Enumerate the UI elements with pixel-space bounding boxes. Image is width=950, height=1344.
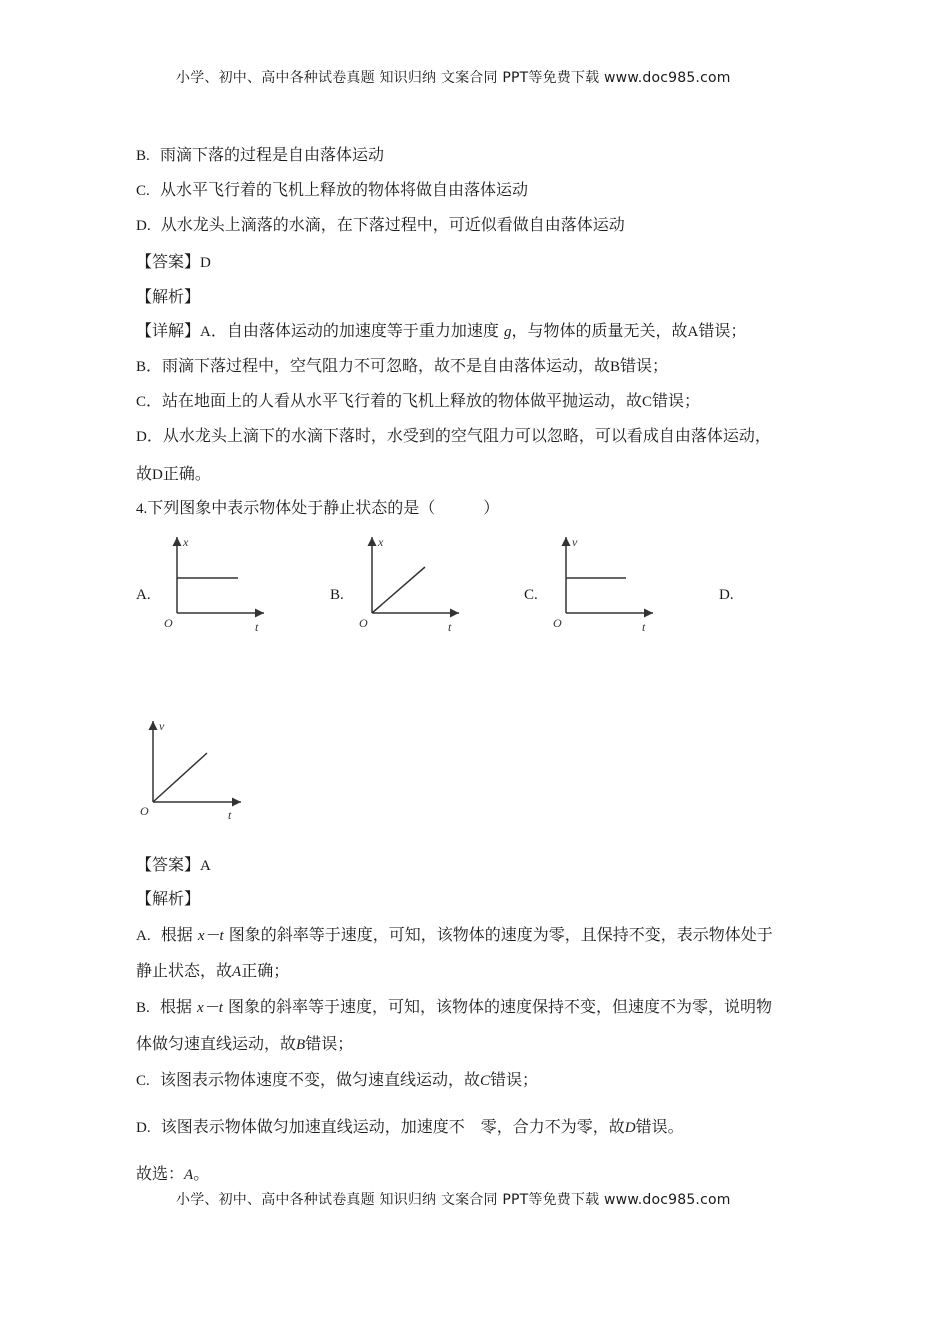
option-text: 从水龙头上滴落的水滴，在下落过程中，可近似看做自由落体运动: [160, 215, 625, 234]
data-line-sloped: [153, 753, 207, 802]
option-ref: B: [610, 359, 621, 375]
option-ref: A: [184, 1167, 194, 1183]
option-letter: C.: [136, 183, 150, 199]
solution-text: 根据: [160, 925, 198, 944]
q3-answer: [136, 252, 211, 273]
option-text: 雨滴下落的过程是自由落体运动: [159, 145, 384, 164]
detail-text: 故: [136, 464, 153, 483]
option-letter: B.: [136, 148, 150, 164]
page-footer: 小学、初中、高中各种试卷真题 知识归纳 文案合同 PPT等免费下载 www.doc985.com: [176, 1192, 731, 1208]
graph-label-b: B.: [330, 587, 344, 603]
y-axis-label: x: [183, 535, 189, 549]
option-ref: A: [232, 964, 242, 980]
detail-text: 正确。: [162, 464, 211, 483]
solution-text: 该图表示物体做匀加速直线运动，加速度不 零，合力不为零，故: [160, 1117, 625, 1136]
detail-letter: D: [136, 429, 147, 445]
q3-option-c: [136, 180, 528, 201]
detail-letter: B: [136, 359, 147, 375]
answer-value: A: [200, 858, 211, 874]
answer-label: 【答案】: [136, 252, 201, 271]
x-axis-label: t: [255, 620, 259, 634]
option-letter: D.: [136, 218, 151, 234]
question-text: 下列图象中表示物体处于静止状态的是（ ）: [147, 498, 500, 517]
solution-text: 静止状态，故: [136, 961, 233, 980]
detail-text: 错误；: [652, 391, 701, 410]
q3-option-b: [136, 145, 384, 166]
q4-answer: [136, 855, 211, 876]
graph-label-d: D.: [719, 587, 734, 603]
origin-label: O: [359, 616, 368, 630]
q3-detail-d: [136, 426, 771, 447]
solution-text: 图象的斜率等于速度，可知，该物体的速度保持不变，但速度不为零，说明物: [222, 997, 772, 1016]
q3-detail-c: [136, 391, 700, 412]
conclusion-text: 。: [193, 1164, 210, 1183]
solution-text: 该图表示物体速度不变，做匀速直线运动，故: [159, 1070, 480, 1089]
q3-detail-b: [136, 356, 668, 377]
x-axis-label: t: [642, 620, 646, 634]
q3-detail-d-cont: [136, 464, 211, 485]
graph-label-a: A.: [136, 587, 151, 603]
detail-text: ．自由落体运动的加速度等于重力加速度: [210, 321, 504, 340]
symbol-g: g: [503, 324, 512, 340]
solution-text: 图象的斜率等于速度，可知，该物体的速度为零，且保持不变，表示物体处于: [223, 925, 773, 944]
solution-text: 错误；: [305, 1034, 354, 1053]
graph-label-c: C.: [524, 587, 538, 603]
option-ref: A: [687, 324, 699, 340]
option-ref: D: [624, 1120, 636, 1136]
solution-text: 错误；: [489, 1070, 538, 1089]
detail-label: 【详解】: [136, 321, 201, 340]
graph-c-v-t-constant: [549, 533, 664, 638]
origin-label: O: [164, 616, 173, 630]
x-axis-label: t: [448, 620, 452, 634]
q4-solution-a-cont: [136, 961, 289, 982]
detail-text: ．雨滴下落过程中，空气阻力不可忽略，故不是自由落体运动，故: [146, 356, 611, 375]
conclusion-text: 故选：: [136, 1164, 185, 1183]
graph-a-x-t-constant: [160, 533, 275, 638]
q4-solution-b: [136, 997, 772, 1018]
detail-text: 错误；: [620, 356, 669, 375]
q3-detail-a: [136, 321, 746, 342]
detail-text: ．从水龙头上滴下的水滴下落时，水受到的空气阻力可以忽略，可以看成自由落体运动，: [146, 426, 771, 445]
answer-label: 【答案】: [136, 855, 201, 874]
q4-solution-a: [136, 925, 773, 946]
option-ref: D: [152, 467, 163, 483]
question-number: 4.: [136, 501, 148, 517]
q3-analysis-label: 【解析】: [136, 287, 201, 306]
solution-text: 正确；: [241, 961, 290, 980]
y-axis-label: x: [378, 535, 384, 549]
solution-text: 根据: [159, 997, 198, 1016]
option-ref: B: [296, 1037, 306, 1053]
q4-solution-d: [136, 1117, 684, 1138]
x-axis-label: t: [228, 808, 232, 822]
option-letter: D.: [136, 1120, 151, 1136]
option-ref: C: [479, 1073, 490, 1089]
option-ref: C: [642, 394, 653, 410]
option-letter: B.: [136, 1000, 150, 1016]
q4-solution-b-cont: [136, 1034, 353, 1055]
q4-conclusion: [136, 1164, 209, 1185]
data-line-sloped: [372, 567, 425, 613]
detail-letter: A: [200, 324, 211, 340]
solution-text: 错误。: [635, 1117, 684, 1136]
graph-d-v-t-linear: [137, 715, 252, 823]
option-letter: A.: [136, 928, 151, 944]
solution-text: 体做匀速直线运动，故: [136, 1034, 297, 1053]
symbol-x-t: x－t: [197, 928, 224, 944]
y-axis-label: v: [159, 719, 165, 733]
q4-solution-c: [136, 1070, 538, 1091]
y-axis-label: v: [572, 535, 578, 549]
origin-label: O: [140, 804, 149, 818]
q4-analysis-label: 【解析】: [136, 889, 201, 908]
q4-stem: [136, 498, 499, 519]
detail-text: 错误；: [698, 321, 747, 340]
graph-b-x-t-linear: [355, 533, 470, 638]
detail-text: ．站在地面上的人看从水平飞行着的飞机上释放的物体做平抛运动，故: [146, 391, 643, 410]
q3-option-d: [136, 215, 625, 236]
page-header: 小学、初中、高中各种试卷真题 知识归纳 文案合同 PPT等免费下载 www.doc985.com: [176, 70, 731, 86]
detail-letter: C: [136, 394, 147, 410]
origin-label: O: [553, 616, 562, 630]
answer-value: D: [200, 255, 211, 271]
option-letter: C.: [136, 1073, 150, 1089]
option-text: 从水平飞行着的飞机上释放的物体将做自由落体运动: [159, 180, 528, 199]
detail-text: ，与物体的质量无关，故: [511, 321, 688, 340]
symbol-x-t: x－t: [197, 1000, 223, 1016]
